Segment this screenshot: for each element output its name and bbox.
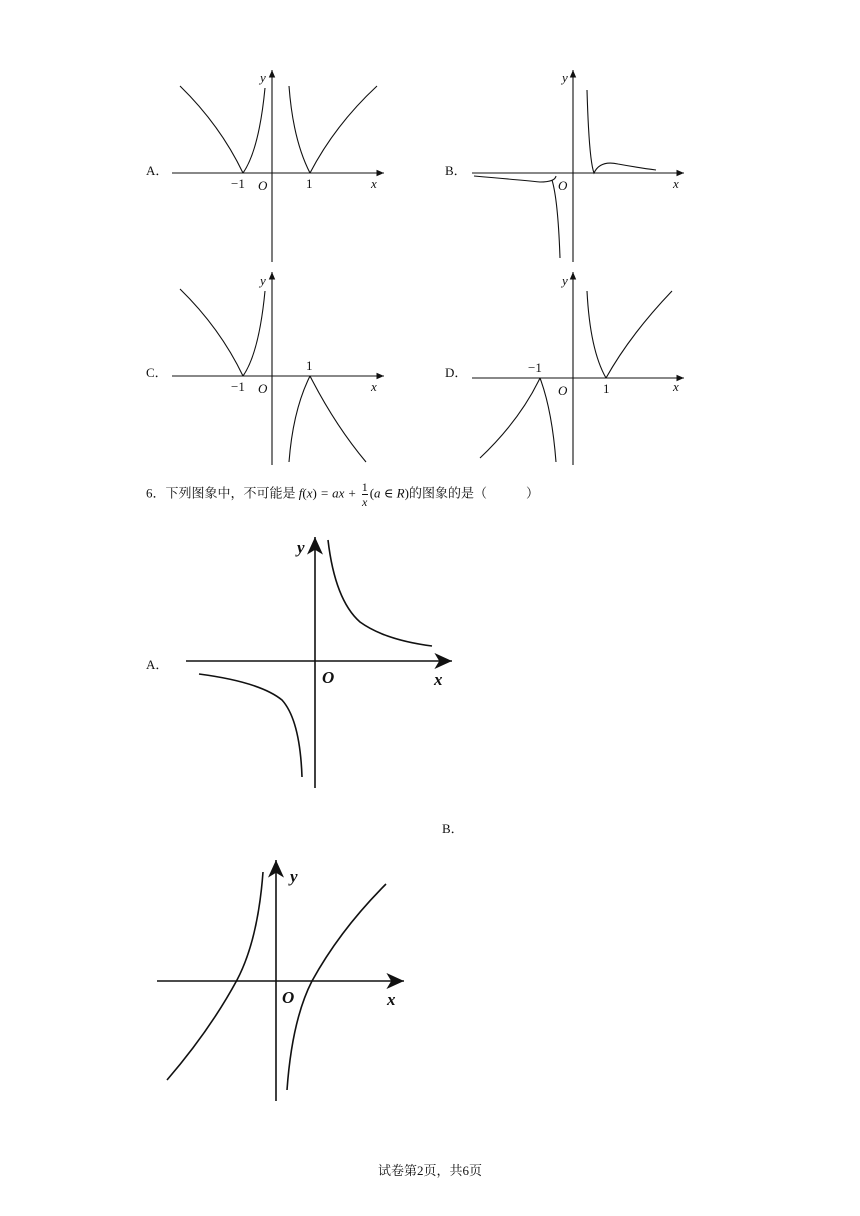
fraction-one-over-x xyxy=(362,480,368,509)
tick-one: 1 xyxy=(306,358,313,373)
question-text-after: 的图象的是（ ） xyxy=(408,485,539,501)
q5-graph-a xyxy=(172,70,384,262)
y-label: y xyxy=(562,70,568,85)
page-footer: 试卷第2页，共6页 xyxy=(377,1163,482,1178)
curve-left-branch xyxy=(199,674,302,777)
curve-left-inner xyxy=(540,378,556,462)
curve-left-outer xyxy=(180,86,243,173)
parameter-condition: a ∈ R xyxy=(374,485,405,501)
q5-option-a-label: A． xyxy=(146,163,169,178)
tick-one: 1 xyxy=(306,176,313,191)
curve-right-branch xyxy=(328,540,432,646)
tick-neg-one: −1 xyxy=(231,176,245,191)
curve-right-inner xyxy=(587,291,606,378)
y-label: y xyxy=(290,867,298,886)
tick-one: 1 xyxy=(603,381,610,396)
function-expression: = ax + xyxy=(316,485,360,501)
curve-left-dip xyxy=(474,176,556,182)
question-text-before: 下列图象中，不可能是 xyxy=(165,485,296,501)
x-label: x xyxy=(434,670,443,689)
origin-label: O xyxy=(258,178,268,193)
tick-neg-one: −1 xyxy=(528,360,542,375)
q6-graph-a xyxy=(186,537,452,788)
origin-label: O xyxy=(282,988,295,1007)
curve-left-inner xyxy=(243,88,265,173)
q5-option-b-label: B． xyxy=(445,163,467,178)
tick-neg-one: −1 xyxy=(231,379,245,394)
curve-right-branch xyxy=(587,90,656,173)
curve-left-branch xyxy=(167,872,263,1080)
origin-label: O xyxy=(322,668,335,687)
function-name: f xyxy=(298,485,303,501)
origin-label: O xyxy=(558,178,568,193)
q6-graph-b xyxy=(157,860,404,1101)
x-label: x xyxy=(673,379,679,394)
curve-right-inner xyxy=(289,376,310,462)
curve-right-branch xyxy=(287,884,386,1090)
x-label: x xyxy=(371,379,377,394)
x-label: x xyxy=(387,990,396,1009)
q5-option-d-label: D． xyxy=(445,365,468,380)
x-label: x xyxy=(673,176,679,191)
q5-graph-c xyxy=(172,272,384,465)
y-label: y xyxy=(297,538,305,557)
curve-left-inner xyxy=(243,291,265,376)
y-label: y xyxy=(260,273,266,288)
curve-left-outer xyxy=(180,289,243,376)
function-var: x xyxy=(306,485,313,501)
x-label: x xyxy=(371,176,377,191)
q5-option-c-label: C． xyxy=(146,365,168,380)
curve-right-outer xyxy=(606,291,672,378)
origin-label: O xyxy=(258,381,268,396)
q5-graph-b xyxy=(472,70,684,262)
curve-right-inner xyxy=(289,86,310,173)
q6-option-b-label: B． xyxy=(442,821,464,836)
q6-option-a-label: A． xyxy=(146,657,169,672)
y-label: y xyxy=(562,273,568,288)
question-6-stem: 6．下列图象中，不可能是 f(x) = ax + $\frac{1}{x}$ (a ∈ R)的图象的是（ ） xyxy=(146,480,539,509)
question-number: 6． xyxy=(146,485,166,501)
curve-right-outer xyxy=(310,86,377,173)
curve-right-outer xyxy=(310,376,366,462)
fraction-denominator: x xyxy=(362,495,368,509)
y-label: y xyxy=(260,70,266,85)
origin-label: O xyxy=(558,383,568,398)
curve-left-outer xyxy=(480,378,540,458)
fraction-numerator: 1 xyxy=(361,480,368,494)
q5-graph-d xyxy=(472,272,684,465)
